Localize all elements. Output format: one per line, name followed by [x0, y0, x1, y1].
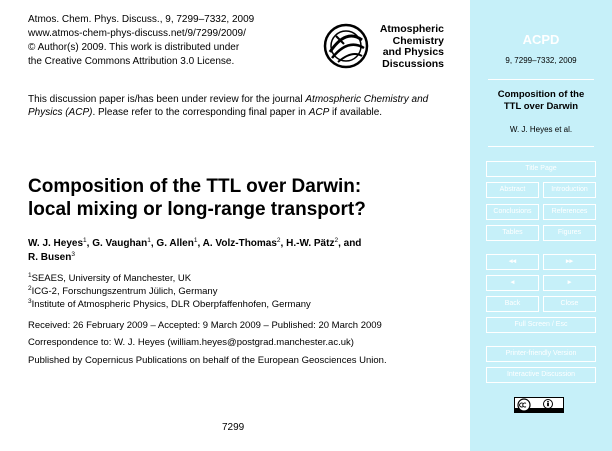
- journal-url[interactable]: www.atmos-chem-phys-discuss.net/9/7299/2009/: [28, 28, 246, 39]
- publisher-line: Published by Copernicus Publications on behalf of the European Geosciences Union.: [28, 355, 387, 366]
- back-button[interactable]: Back: [486, 296, 539, 312]
- sidebar-paper-title: Composition of the TTL over Darwin: [497, 89, 585, 112]
- author: H.-W. Pätz: [286, 238, 335, 249]
- author: R. Busen: [28, 252, 72, 263]
- printer-friendly-button[interactable]: Printer-friendly Version: [486, 346, 596, 362]
- review-notice: This discussion paper is/has been under review for the journal Atmospheric Chemistry and Physics (ACP). Please refer to the corresponding final paper in ACP if available.: [28, 94, 429, 118]
- journal-logo: [322, 22, 444, 72]
- creative-commons-badge[interactable]: [514, 397, 564, 413]
- author: A. Volz-Thomas: [202, 238, 277, 249]
- publication-dates: Received: 26 February 2009 – Accepted: 9 March 2009 – Published: 20 March 2009: [28, 320, 382, 331]
- first-page-button[interactable]: ◂◂: [486, 254, 539, 270]
- last-page-button[interactable]: ▸▸: [543, 254, 596, 270]
- correspondence: Correspondence to: W. J. Heyes (william.heyes@postgrad.manchester.ac.uk): [28, 337, 354, 348]
- author-list: W. J. Heyes$^1$, G. Vaughan$^1$, G. Allen$^1$, A. Volz-Thomas$^2$, H.-W. Pätz$^2$, and R. Busen$^3$: [28, 237, 362, 263]
- references-button[interactable]: References: [543, 204, 596, 220]
- previous-page-button[interactable]: ◂: [486, 275, 539, 291]
- author: G. Allen: [156, 238, 194, 249]
- journal-abbreviation: ACPD: [522, 32, 560, 47]
- conclusions-button[interactable]: Conclusions: [486, 204, 539, 220]
- copyright-line: © Author(s) 2009. This work is distributed under: [28, 42, 240, 53]
- sidebar-authors: W. J. Heyes et al.: [509, 125, 573, 134]
- author: G. Vaughan: [92, 238, 148, 249]
- cc-by-icon: [515, 398, 563, 412]
- author: W. J. Heyes: [28, 238, 84, 249]
- sidebar-citation: 9, 7299–7332, 2009: [505, 56, 577, 65]
- tables-button[interactable]: Tables: [486, 225, 539, 241]
- title-page-button[interactable]: Title Page: [486, 161, 596, 177]
- interactive-discussion-button[interactable]: Interactive Discussion: [486, 367, 596, 383]
- affiliation: $^1$SEAES, University of Manchester, UK: [28, 272, 192, 284]
- next-page-button[interactable]: ▸: [543, 275, 596, 291]
- license-line: the Creative Commons Attribution 3.0 License.: [28, 56, 235, 67]
- introduction-button[interactable]: Introduction: [543, 182, 596, 198]
- journal-citation: Atmos. Chem. Phys. Discuss., 9, 7299–7332, 2009: [28, 14, 255, 25]
- divider: [488, 146, 594, 147]
- figures-button[interactable]: Figures: [543, 225, 596, 241]
- affiliation: $^2$ICG-2, Forschungszentrum Jülich, Germany: [28, 285, 218, 297]
- affiliation: $^3$Institute of Atmospheric Physics, DLR Oberpfaffenhofen, Germany: [28, 298, 311, 310]
- divider: [488, 79, 594, 80]
- page-number: 7299: [222, 422, 245, 433]
- abstract-button[interactable]: Abstract: [486, 182, 539, 198]
- fullscreen-button[interactable]: Full Screen / Esc: [486, 317, 596, 333]
- egu-logo-icon: [322, 22, 370, 70]
- page-title: Composition of the TTL over Darwin: local mixing or long-range transport?: [28, 176, 366, 220]
- close-button[interactable]: Close: [543, 296, 596, 312]
- logo-wordmark: Atmospheric Chemistry and Physics Discussions: [379, 23, 444, 70]
